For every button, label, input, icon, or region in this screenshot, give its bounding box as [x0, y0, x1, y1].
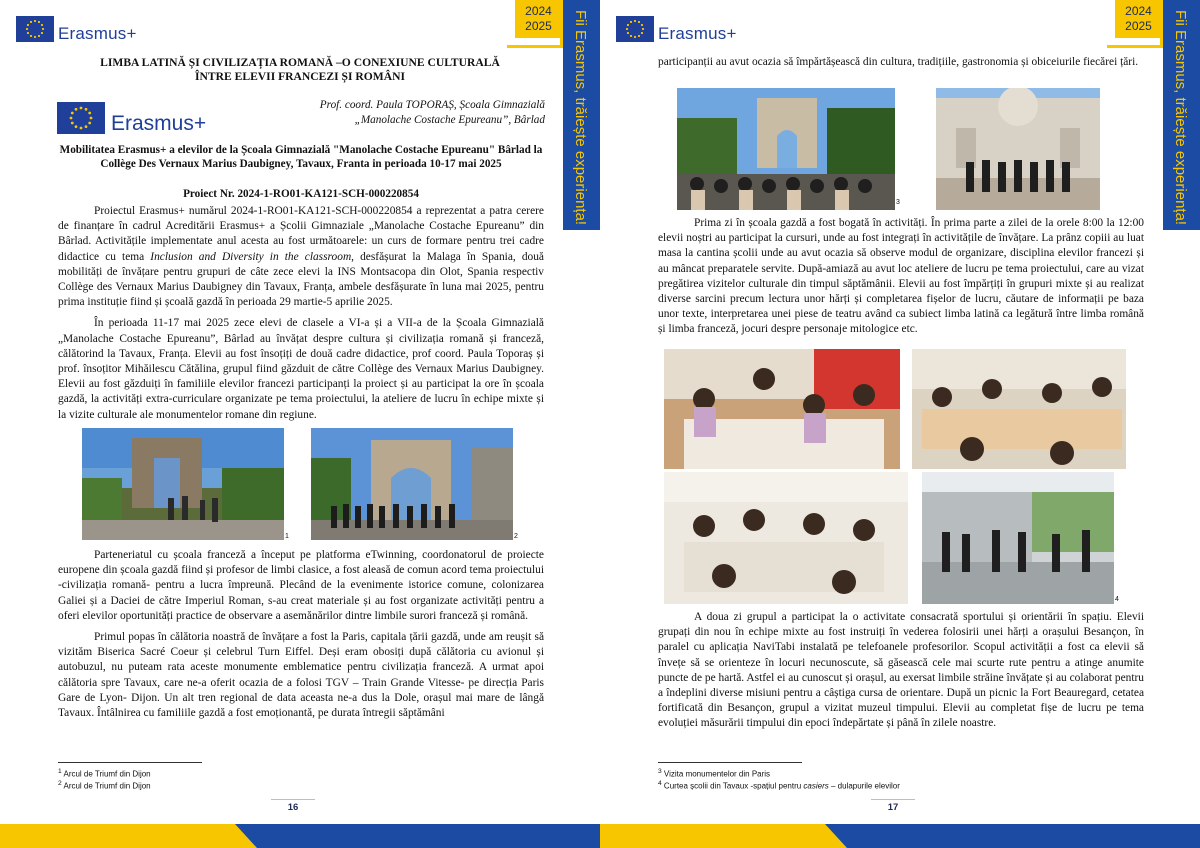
- author-line-2: „Manolache Costache Epureanu”, Bârlad: [354, 114, 545, 126]
- footer-bar-blue: [235, 824, 600, 848]
- right-text-mid: [658, 216, 1144, 344]
- brand-label-large: Erasmus+: [111, 112, 207, 135]
- footnote-divider: [58, 762, 202, 763]
- erasmus-logo: [16, 14, 137, 44]
- author-line-1: Prof. coord. Paula TOPORAȘ, Școala Gimnazială: [319, 99, 545, 111]
- paragraph: Primul popas în călătoria noastră de învățare a fost la Paris, capitala țării gazdă, unde am reușit să vizităm Biserica Sacré Coeur și celebrul Turn Eiffel. Deși eram obosiți după călătoria cu avionul și autobuzul, nu puteam rata aceste monumente emblematice pentru civilizația franceză. A urmat apoi călătoria spre Tavaux, care ne-a oferit ocazia de a folosi TGV – Train Grande Vitesse- pe direcția Paris Gare de Lyon- Dijon. Un alt tren regional de data aceasta ne-a dus la Dole, orașul mai mare de lângă Tavaux. Întâlnirea cu familiile gazdă a fost emoționantă, pe durata întregii săptămâni: [58, 631, 544, 720]
- paragraph: Proiectul Erasmus+ numărul 2024-1-RO01-KA121-SCH-000220854 a reprezentat a patra cerere de finanțare în cadrul Acreditării Erasmus+ a Școlii Gimnaziale „Manolache Costache Epureanu” din Bârlad. Activitățile implementate anul acesta au fost următoarele: un curs de formare pentru trei cadre didactice cu tema Inclusion and Diversity in the classroom, desfășurat la Malaga în Spania, două mobilități de învățare pentru grupuri de câte zece elevi la INS Montsacopa din Olot, Spania respectiv Collège des Vernaux Marius Daubigney din Tavaux, Franța, ambele desfășurate în luna mai 2025, pentru prima instituție fiind și școală gazdă în perioada 29 martie-5 aprilie 2025.: [58, 205, 544, 309]
- article-title: [60, 56, 540, 84]
- paragraph: participanții au avut ocazia să împărtășească din cultura, tradițiile, gastronomia și obiceiurile fiecărei țări.: [658, 56, 1139, 68]
- paragraph: Parteneriatul cu școala franceză a început pe platforma eTwinning, coordonatorul de proiecte europene din școala gazdă fiind și profesor de limbi clasice, a fost aleasă de comun acord tema proiectului -civilizația romană- pentru a lucra împreună. Plecând de la evenimente istorice comune, colonizarea Galiei și a Daciei de către Imperiul Roman, s-au creat materiale și au fost organizate activități pentru a oferi elevilor oportunități practice de observare a asemănărilor dintre limbile surori franceză și română.: [58, 549, 544, 622]
- eu-flag-icon: [57, 102, 105, 134]
- paragraph: A doua zi grupul a participat la o activitate consacrată sportului și orientării în spațiu. Elevii grupați din nou în echipe mixte au fost instruiți în vederea folosirii unei hărți a orașului Besançon, în paralel cu aplicația NaviTabi instalată pe telefoanele profesorilor. Scopul activității a fost ca elevii să învețe să se orienteze în locuri necunoscute, să găsească cele mai scurte rute pentru a atinge anumite puncte de pe hartă. Astfel ei au cunoscut și orașul, au exersat limbile străine învățate și au colaborat pentru a îndeplini diverse misiuni pentru a câștiga cursa de orientare. După un picnic la Fort Beauregard, cetatea fortificată din Besançon, grupul a vizitat muzeul timpului. Elevii au completat fișe de lucru pe tema evoluției măsurării timpului din epoci îndepărtate și până în zilele noastre.: [658, 611, 1144, 730]
- page-number: 17: [871, 799, 915, 813]
- slogan-text: Fii Erasmus, trăiește experiența!: [1172, 10, 1189, 226]
- page-number: 16: [271, 799, 315, 813]
- eu-flag-icon: [16, 16, 54, 42]
- photo-classroom-1: [664, 349, 900, 469]
- footnote-1: $^1$ Arcul de Triumf din Dijon: [58, 768, 151, 779]
- photo-paris-arc: [677, 88, 895, 210]
- slogan-banner: [563, 0, 600, 230]
- project-number: Proiect Nr. 2024-1-RO01-KA121-SCH-000220854: [183, 188, 419, 200]
- right-text-top: [658, 55, 1144, 76]
- left-text-bottom: [58, 548, 544, 727]
- paragraph: În perioada 11-17 mai 2025 zece elevi de clasele a VI-a și a VII-a de la Școala Gimnazială „Manolache Costache Epureanu”, Bârlad au învățat despre cultura și civilizația romană și franceză, călătorind la Tavaux, Franța. Elevii au fost însoțiți de două cadre didactice, prof coord. Paula Toporaș și prof. însoțitor Mihăilescu Cătălina, grupul fiind găzduit de către Collège des Vernaux Marius Daubigney. Elevii au fost găzduiți în familiile elevilor francezi participanți la proiect și au participat la ore în școala gazdă, la activități extra-curriculare organizate pe tema proiectului, la ateliere de lucru în echipe mixte și la vizite culturale ale monumentelor romane din regiune.: [58, 317, 544, 421]
- photo-classroom-3: [664, 472, 908, 604]
- title-line-2: ÎNTRE ELEVII FRANCEZI ȘI ROMÂNI: [194, 70, 405, 83]
- photo-school-courtyard: [922, 472, 1114, 604]
- brand-label: Erasmus+: [658, 24, 737, 43]
- footnote-4: $^4$ Curtea școlii din Tavaux -spațiul pentru casiers – dulapurile elevilor: [658, 780, 900, 791]
- page-right: [600, 0, 1200, 848]
- photo-dijon-arch-2: [311, 428, 513, 540]
- footnote-divider: [658, 762, 802, 763]
- photo-number: 2: [514, 533, 518, 540]
- photo-number: 1: [285, 533, 289, 540]
- photo-classroom-2: [912, 349, 1126, 469]
- slogan-text: Fii Erasmus, trăiește experiența!: [572, 10, 589, 226]
- right-text-bottom: [658, 610, 1144, 738]
- author: [290, 98, 545, 128]
- footnote-3: $^3$ Vizita monumentelor din Paris: [658, 768, 771, 779]
- title-line-1: LIMBA LATINĂ ȘI CIVILIZAȚIA ROMANĂ –O CONEXIUNE CULTURALĂ: [100, 56, 500, 69]
- photo-number: 3: [896, 199, 900, 206]
- photo-number: 4: [1115, 596, 1119, 603]
- year-badge: [515, 0, 562, 38]
- footnote-2: $^2$ Arcul de Triumf din Dijon: [58, 780, 151, 791]
- subtitle: Mobilitatea Erasmus+ a elevilor de la Școala Gimnazială "Manolache Costache Epureanu" Bârlad la Collège Des Vernaux Marius Daubigney, Tavaux, Franta in perioada 10-17 mai 2025: [59, 144, 543, 171]
- brand-label: Erasmus+: [58, 24, 137, 43]
- year-top: 2024: [1125, 4, 1152, 18]
- slogan-banner: [1163, 0, 1200, 230]
- erasmus-logo: [616, 14, 737, 44]
- photo-dijon-arch-1: [82, 428, 284, 540]
- year-top: 2024: [525, 4, 552, 18]
- eu-flag-icon: [616, 16, 654, 42]
- year-bottom: 2025: [1125, 19, 1152, 33]
- photo-paris-sacre-coeur: [936, 88, 1100, 210]
- left-text-top: [58, 204, 544, 429]
- year-badge: [1115, 0, 1162, 38]
- paragraph: Prima zi în școala gazdă a fost bogată în activități. În prima parte a zilei de la orele 8:00 la 12:00 elevii noștri au participat la cursuri, unde au fost integrați în activitățile de învățare. La prânz copiii au luat masa la cantina școlii unde au avut ocazia să observe modul de organizare, disciplina elevilor francezi și au mâncat preparatele servite. După-amiază au avut loc ateliere de lucru pe tema proiectului, care au vizat pregătirea vizitelor culturale din timpul săptămânii. Elevii au fost împărțiți în grupuri mixte și au realizat diverse sarcini precum lectura unor hărți și completarea fișelor de lucru, căutare de informații pe baza unor texte, interpretarea unei piese de teatru având ca subiect limba latină ca legătură între limba română și limba franceză, jocuri despre personaje mitologice etc.: [658, 217, 1144, 336]
- year-bottom: 2025: [525, 19, 552, 33]
- erasmus-logo-large: [57, 100, 206, 136]
- footer-bar-blue: [825, 824, 1200, 848]
